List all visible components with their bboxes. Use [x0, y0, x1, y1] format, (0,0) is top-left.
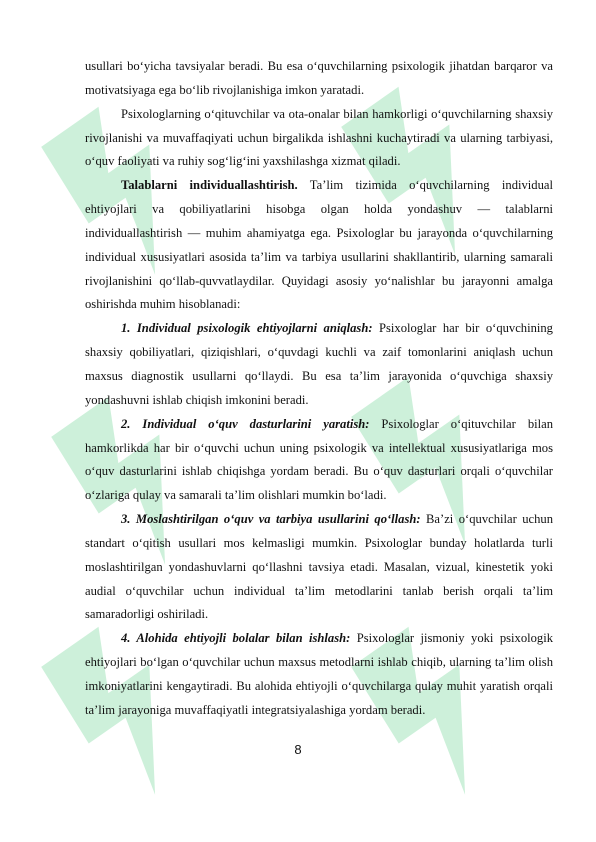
paragraph [85, 317, 553, 412]
document-body [85, 55, 553, 723]
page-number: 8 [294, 742, 302, 757]
list-item-heading: 4. Alohida ehtiyojli bolalar bilan ishlash: [121, 631, 351, 646]
paragraph [85, 55, 553, 103]
paragraph-text: Psixologlarning o‘qituvchilar va ota-onalar bilan hamkorligi o‘quvchilarning shaxsiy rivojlanishi va muvaffaqiyati uchun birgalikda ishlashni kuchaytiradi va ularning tarbiyasi, o‘quv faoliyati va ruhiy sog‘lig‘ini yaxshilashga xizmat qiladi. [85, 106, 553, 169]
paragraph-text: Psixologlar o‘qituvchilar bilan hamkorlikda har bir o‘quvchi uchun uning psixologik va intellektual xususiyatlariga mos o‘quv dasturlarini ishlab chiqishga yordam beradi. Bu o‘quv dasturlari orqali o‘quvchilar o‘zlariga qulay va samarali ta’lim olishlari mumkin bo‘ladi. [85, 416, 553, 503]
list-item-heading: 3. Moslashtirilgan o‘quv va tarbiya usullarini qo‘llash: [121, 512, 421, 527]
paragraph [85, 413, 553, 508]
paragraph [85, 174, 553, 317]
list-item-heading: 1. Individual psixologik ehtiyojlarni aniqlash: [121, 321, 373, 336]
paragraph-heading: Talablarni individuallashtirish. [121, 178, 298, 193]
paragraph-text: Psixologlar jismoniy yoki psixologik ehtiyojlari bo‘lgan o‘quvchilar uchun maxsus metodlarni ishlab chiqib, ularning ta’lim olish imkoniyatlarini kengaytiradi. Bu alohida ehtiyojli o‘quvchilarga qulay muhit yaratish orqali ta’lim jarayoniga muvaffaqiyatli integratsiyalashiga yordam beradi. [85, 631, 554, 717]
paragraph-text: Ta’lim tizimida o‘quvchilarning individual ehtiyojlari va qobiliyatlarini hisobga olgan holda yondashuv — talablarni individuallashtirish — muhim ahamiyatga ega. Psixologlar bu jarayonda o‘quvchilarning individual xususiyatlari asosida ta’lim va tarbiya usullarini shakllantirib, ularning samarali rivojlanishini qo‘llab-quvvatlaydilar. Quyidagi asosiy yo‘nalishlar bu jarayonni amalga oshirishda muhim hisoblanadi: [85, 178, 553, 312]
paragraph [85, 508, 553, 627]
paragraph [85, 103, 553, 175]
paragraph-text: Ba’zi o‘quvchilar uchun standart o‘qitish usullari mos kelmasligi mumkin. Psixologlar bunday holatlarda turli moslashtirilgan yondashuvlarni qo‘llashni tavsiya etadi. Masalan, vizual, kinestetik yoki audial o‘quvchilar uchun individual ta’lim metodlarini tanlab berish orqali ta’lim samaradorligi oshiriladi. [85, 512, 553, 622]
paragraph-text: Psixologlar har bir o‘quvchining shaxsiy qobiliyatlari, qiziqishlari, o‘quvdagi kuchli va zaif tomonlarini aniqlash uchun maxsus diagnostik usullarni qo‘llaydi. Bu esa ta’lim jarayonida o‘quvchiga shaxsiy yondashuvni ishlab chiqish imkonini beradi. [85, 321, 553, 407]
paragraph-text: usullari bo‘yicha tavsiyalar beradi. Bu esa o‘quvchilarning psixologik jihatdan barqaror va motivatsiyaga ega bo‘lib rivojlanishiga imkon yaratadi. [85, 59, 553, 97]
paragraph [85, 627, 553, 722]
list-item-heading: 2. Individual o‘quv dasturlarini yaratish: [121, 416, 370, 431]
